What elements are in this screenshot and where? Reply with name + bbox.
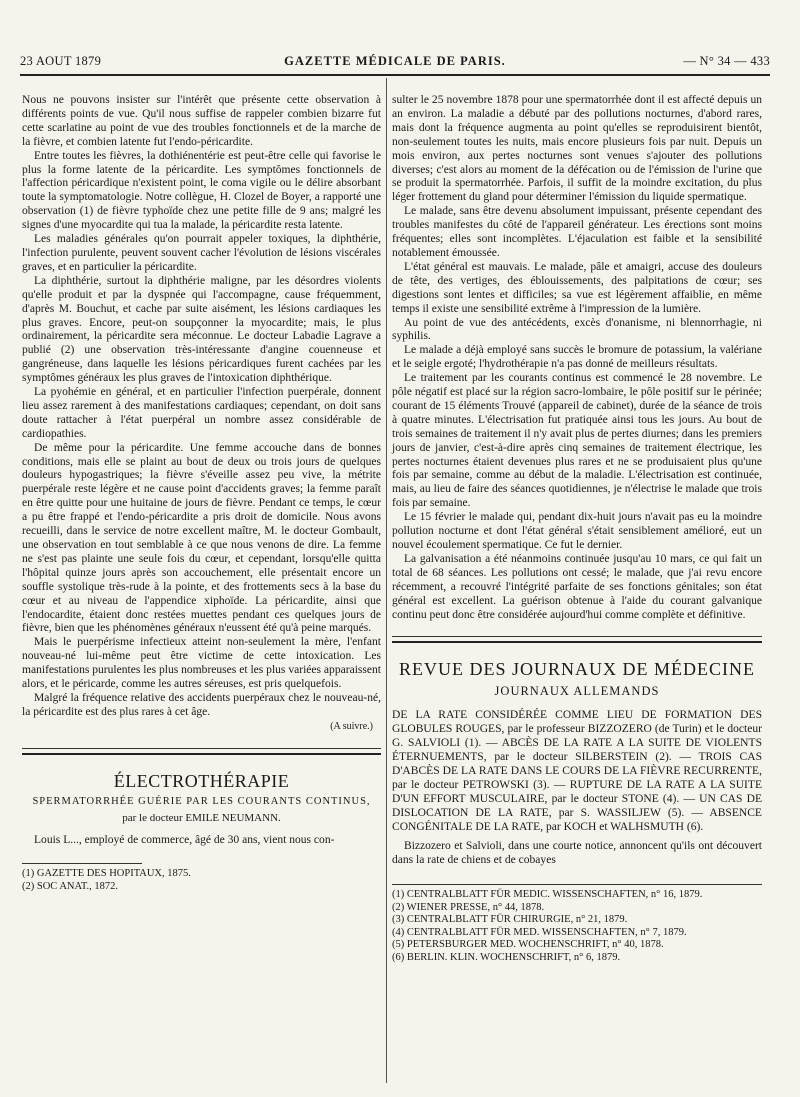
footnote: (4) CENTRALBLATT FÜR MED. WISSENSCHAFTEN, n° 7, 1879.: [392, 926, 687, 938]
footnote: (1) CENTRALBLATT FÜR MEDIC. WISSENSCHAFTEN, n° 16, 1879.: [392, 889, 703, 901]
paragraph: sulter le 25 novembre 1878 pour une spermatorrhée dont il est affecté depuis un an environ. La maladie a débuté par des pollutions nocturnes, d'abord rares, mais dont la fréquence augmenta au point qu'elles se reproduisirent bientôt, non-seulement toutes les nuits, mais encore plusieurs fois par nuit. Depuis un mois environ, aux pertes nocturnes sont venues s'ajouter des pollutions diverses; c'est alors au moment de la défécation ou de l'émission de l'urine que se produit la spermatorrhée. Parfois, il suffit de la moindre excitation, du plus léger frottement du gland pour déterminer l'émission du liquide spermatique.: [392, 94, 762, 204]
right-column: [392, 94, 762, 964]
column-divider: [386, 78, 387, 1083]
article-author: par le docteur EMILE NEUMANN.: [122, 811, 281, 824]
paragraph: L'état général est mauvais. Le malade, pâle et amaigri, accuse des douleurs de tête, des vertiges, des éblouissements, des palpitations de cœur; ses digestions sont lentes et difficiles; sa vue est légèrement affaiblie, en même temps il existe une sensibilité extrême à l'impression de la lumière.: [392, 260, 762, 315]
left-column: [22, 94, 381, 893]
journal-title: GAZETTE MÉDICALE DE PARIS.: [284, 54, 506, 68]
paragraph: DE LA RATE CONSIDÉRÉE COMME LIEU DE FORMATION DES GLOBULES ROUGES, par le professeur BIZZOZERO (de Turin) et le docteur G. SALVIOLI (1). — ABCÈS DE LA RATE A LA SUITE DE VIOLENTS ÉTERNUEMENTS, par le docteur SILBERSTEIN (2). — TROIS CAS D'ABCÈS DE LA RATE DANS LE COURS DE LA FIÈVRE RECURRENTE, par le docteur PETROWSKI (3). — RUPTURE DE LA RATE A LA SUITE D'UN EFFORT MUSCULAIRE, par le docteur STONE (4). — UN CAS DE DISLOCATION DE LA RATE, par S. WASSILJEW (5). — ABSENCE CONGÉNITALE DE LA RATE, par KOCH et WALHSMUTH (6).: [392, 709, 762, 833]
footnote-rule: [392, 884, 762, 885]
paragraph: Le 15 février le malade qui, pendant dix-huit jours n'avait pas eu la moindre pollution nocturne et dont l'état général s'était sensiblement amélioré, eut un nouvel écoulement spermatique. Ce fut le dernier.: [392, 511, 762, 551]
paragraph: Le malade a déjà employé sans succès le bromure de potassium, la valériane et le seigle ergoté; l'hydrothérapie n'a pas donné de meilleurs résultats.: [392, 344, 762, 371]
paragraph: Louis L..., employé de commerce, âgé de 30 ans, vient nous con-: [34, 833, 335, 846]
paragraph: Mais le puerpérisme infectieux atteint non-seulement la mère, l'enfant nouveau-né lui-même peut être victime de cette intoxication. Les manifestations purulentes les plus nombreuses et les plus variées apparaissent alors, et le péricarde, comme les autres séreuses, est pris quelquefois.: [22, 636, 381, 691]
section-rule: [22, 748, 381, 749]
issue-date: 23 AOUT 1879: [20, 54, 102, 68]
paragraph: La galvanisation a été néanmoins continuée jusqu'au 10 mars, ce qui fait un total de 68 séances. Les pollutions ont cessé; le malade, que j'ai revu encore récemment, a recouvré l'intégrité parfaite de ses fonctions génitales; son état général est excellent. La guérison obtenue à l'aide du courant galvanique continu peut donc être considérée aujourd'hui comme complète et définitive.: [392, 552, 762, 621]
article-title: SPERMATORRHÉE GUÉRIE PAR LES COURANTS CONTINUS,: [32, 795, 371, 807]
paragraph: La diphthérie, surtout la diphthérie maligne, par les désordres violents qu'elle produit et par la dyspnée qui l'accompagne, cause fréquemment, d'après M. Bouchut, et cache par suite aisément, les lésions cardiaques les plus graves. Encore, peut-on soupçonner la myocardite; mais, le plus ordinairement, la péricardite sera méconnue. Le docteur Labadie Lagrave a publié (2) une observation très-intéressante d'angine couenneuse et gangréneuse, dans laquelle les lésions péricardiques furent cachées par les symptômes généraux les plus graves de l'intoxication diphthérique.: [22, 274, 381, 385]
footnote: (6) BERLIN. KLIN. WOCHENSCHRIFT, n° 6, 1879.: [392, 951, 621, 963]
paragraph: La pyohémie en général, et en particulier l'infection puerpérale, donnent lieu assez rarement à des manifestations cardiaques; cependant, on doit sans doute rattacher à l'état puerpéral un nombre assez considérable de cardiopathies.: [22, 386, 381, 440]
paragraph: Les maladies générales qu'on pourrait appeler toxiques, la diphthérie, l'infection purulente, peuvent souvent cacher l'évolution de lésions viscérales graves, et en particulier la péricardite.: [22, 233, 381, 273]
paragraph: Nous ne pouvons insister sur l'intérêt que présente cette observation à différents points de vue. Qu'il nous suffise de rappeler combien bizarre fut cette scarlatine au point de vue des troubles fonctionnels et de la marche de la fièvre, et combien latente fut l'endo-péricardite.: [22, 94, 381, 148]
footnote: (1) GAZETTE DES HOPITAUX, 1875.: [22, 868, 191, 880]
running-header: [20, 54, 770, 72]
header-rule: [20, 74, 770, 76]
footnote: (2) WIENER PRESSE, n° 44, 1878.: [392, 901, 545, 913]
paragraph: Au point de vue des antécédents, excès d'onanisme, ni blennorrhagie, ni syphilis.: [392, 316, 762, 343]
footnote: (2) SOC ANAT., 1872.: [22, 880, 119, 892]
paragraph: Bizzozero et Salvioli, dans une courte notice, annoncent qu'ils ont découvert dans la rate de chiens et de cobayes: [392, 840, 762, 867]
section-rule: [392, 636, 762, 637]
section-rule: [392, 641, 762, 643]
revue-subtitle: JOURNAUX ALLEMANDS: [494, 684, 660, 699]
footnote-rule: [22, 863, 142, 864]
paragraph: Le traitement par les courants continus est commencé le 28 novembre. Le pôle négatif est placé sur la région sacro-lombaire, le pôle positif sur le périnée; courant de 15 éléments Trouvé (appareil de cabinet), durée de la séance de trois à quatre minutes. L'électrisation fut pratiquée ainsi tous les jours. Au bout de trois semaines de traitement il n'y avait plus de pertes diurnes; dans les premiers jours de janvier, c'est-à-dire après cinq semaines de traitement électrique, les pertes nocturnes étaient devenues plus rares et ne se produisaient plus qu'une fois par semaine, comme au début de la maladie. L'électrisation est continuée, mais, au lieu de faire des séances quotidiennes, je n'électrise le malade que trois fois par semaine.: [392, 372, 762, 510]
paragraph: Malgré la fréquence relative des accidents puerpéraux chez le nouveau-né, la péricardite est des plus rares à cet âge.: [22, 691, 381, 718]
paragraph: Le malade, sans être devenu absolument impuissant, présente cependant des troubles manifestes du côté de l'appareil générateur. Les érections sont moins fréquentes; elles sont incomplètes. L'éjaculation est faible et la sensibilité notablement émoussée.: [392, 205, 762, 259]
paragraph: De même pour la péricardite. Une femme accouche dans de bonnes conditions, mais elle se plaint au bout de deux ou trois jours de quelques douleurs hypogastriques; la fièvre s'éveille assez peu vive, la métrite puerpérale reste légère et ne cause point d'accidents graves; la femme paraît en être quitte pour une huitaine de jours de fièvre. Pendant ce temps, le cœur a pu être frappé et l'endo-péricardite a pris droit de domicile. Nous avons recueilli, dans le service de notre excellent maître, M. le docteur Gombault, une observation en tout semblable à ce que nous venons de dire. La femme ne s'est pas plainte une seule fois du cœur, et cependant, lorsqu'elle quitta l'hôpital quinze jours après son accouchement, elle présentait encore un souffle systolique très-rude à la pointe, et des frottements secs à la base du cœur et au niveau de l'appendice xiphoïde. La péricardite, ainsi que l'endocardite, étaient donc restées muettes pendant ces quelques jours de fièvre, bien que les phénomènes généraux n'eussent été qu'à peine marqués.: [22, 441, 381, 635]
revue-title: REVUE DES JOURNAUX DE MÉDECINE: [399, 659, 755, 680]
section-title: ÉLECTROTHÉRAPIE: [113, 770, 290, 791]
section-rule: [22, 753, 381, 755]
footnote: (3) CENTRALBLATT FÜR CHIRURGIE, n° 21, 1879.: [392, 914, 628, 926]
footnote: (5) PETERSBURGER MED. WOCHENSCHRIFT, n° 40, 1878.: [392, 939, 664, 951]
to-be-continued: (A suivre.): [330, 720, 373, 732]
paragraph: Entre toutes les fièvres, la dothiénentérie est peut-être celle qui favorise le plus la forme latente de la péricardite. Les symptômes fonctionnels de l'affection péricardique n'existent point, le coma vigile ou le délire absorbant toute la symptomatologie. Notre collègue, H. Clozel de Boyer, a rapporté une observation (1) de fièvre typhoïde chez une petite fille de 9 ans; malgré les signes d'une myocardite qui tua la malade, la péricardite resta latente.: [22, 149, 381, 232]
issue-page-number: — N° 34 — 433: [683, 54, 770, 68]
